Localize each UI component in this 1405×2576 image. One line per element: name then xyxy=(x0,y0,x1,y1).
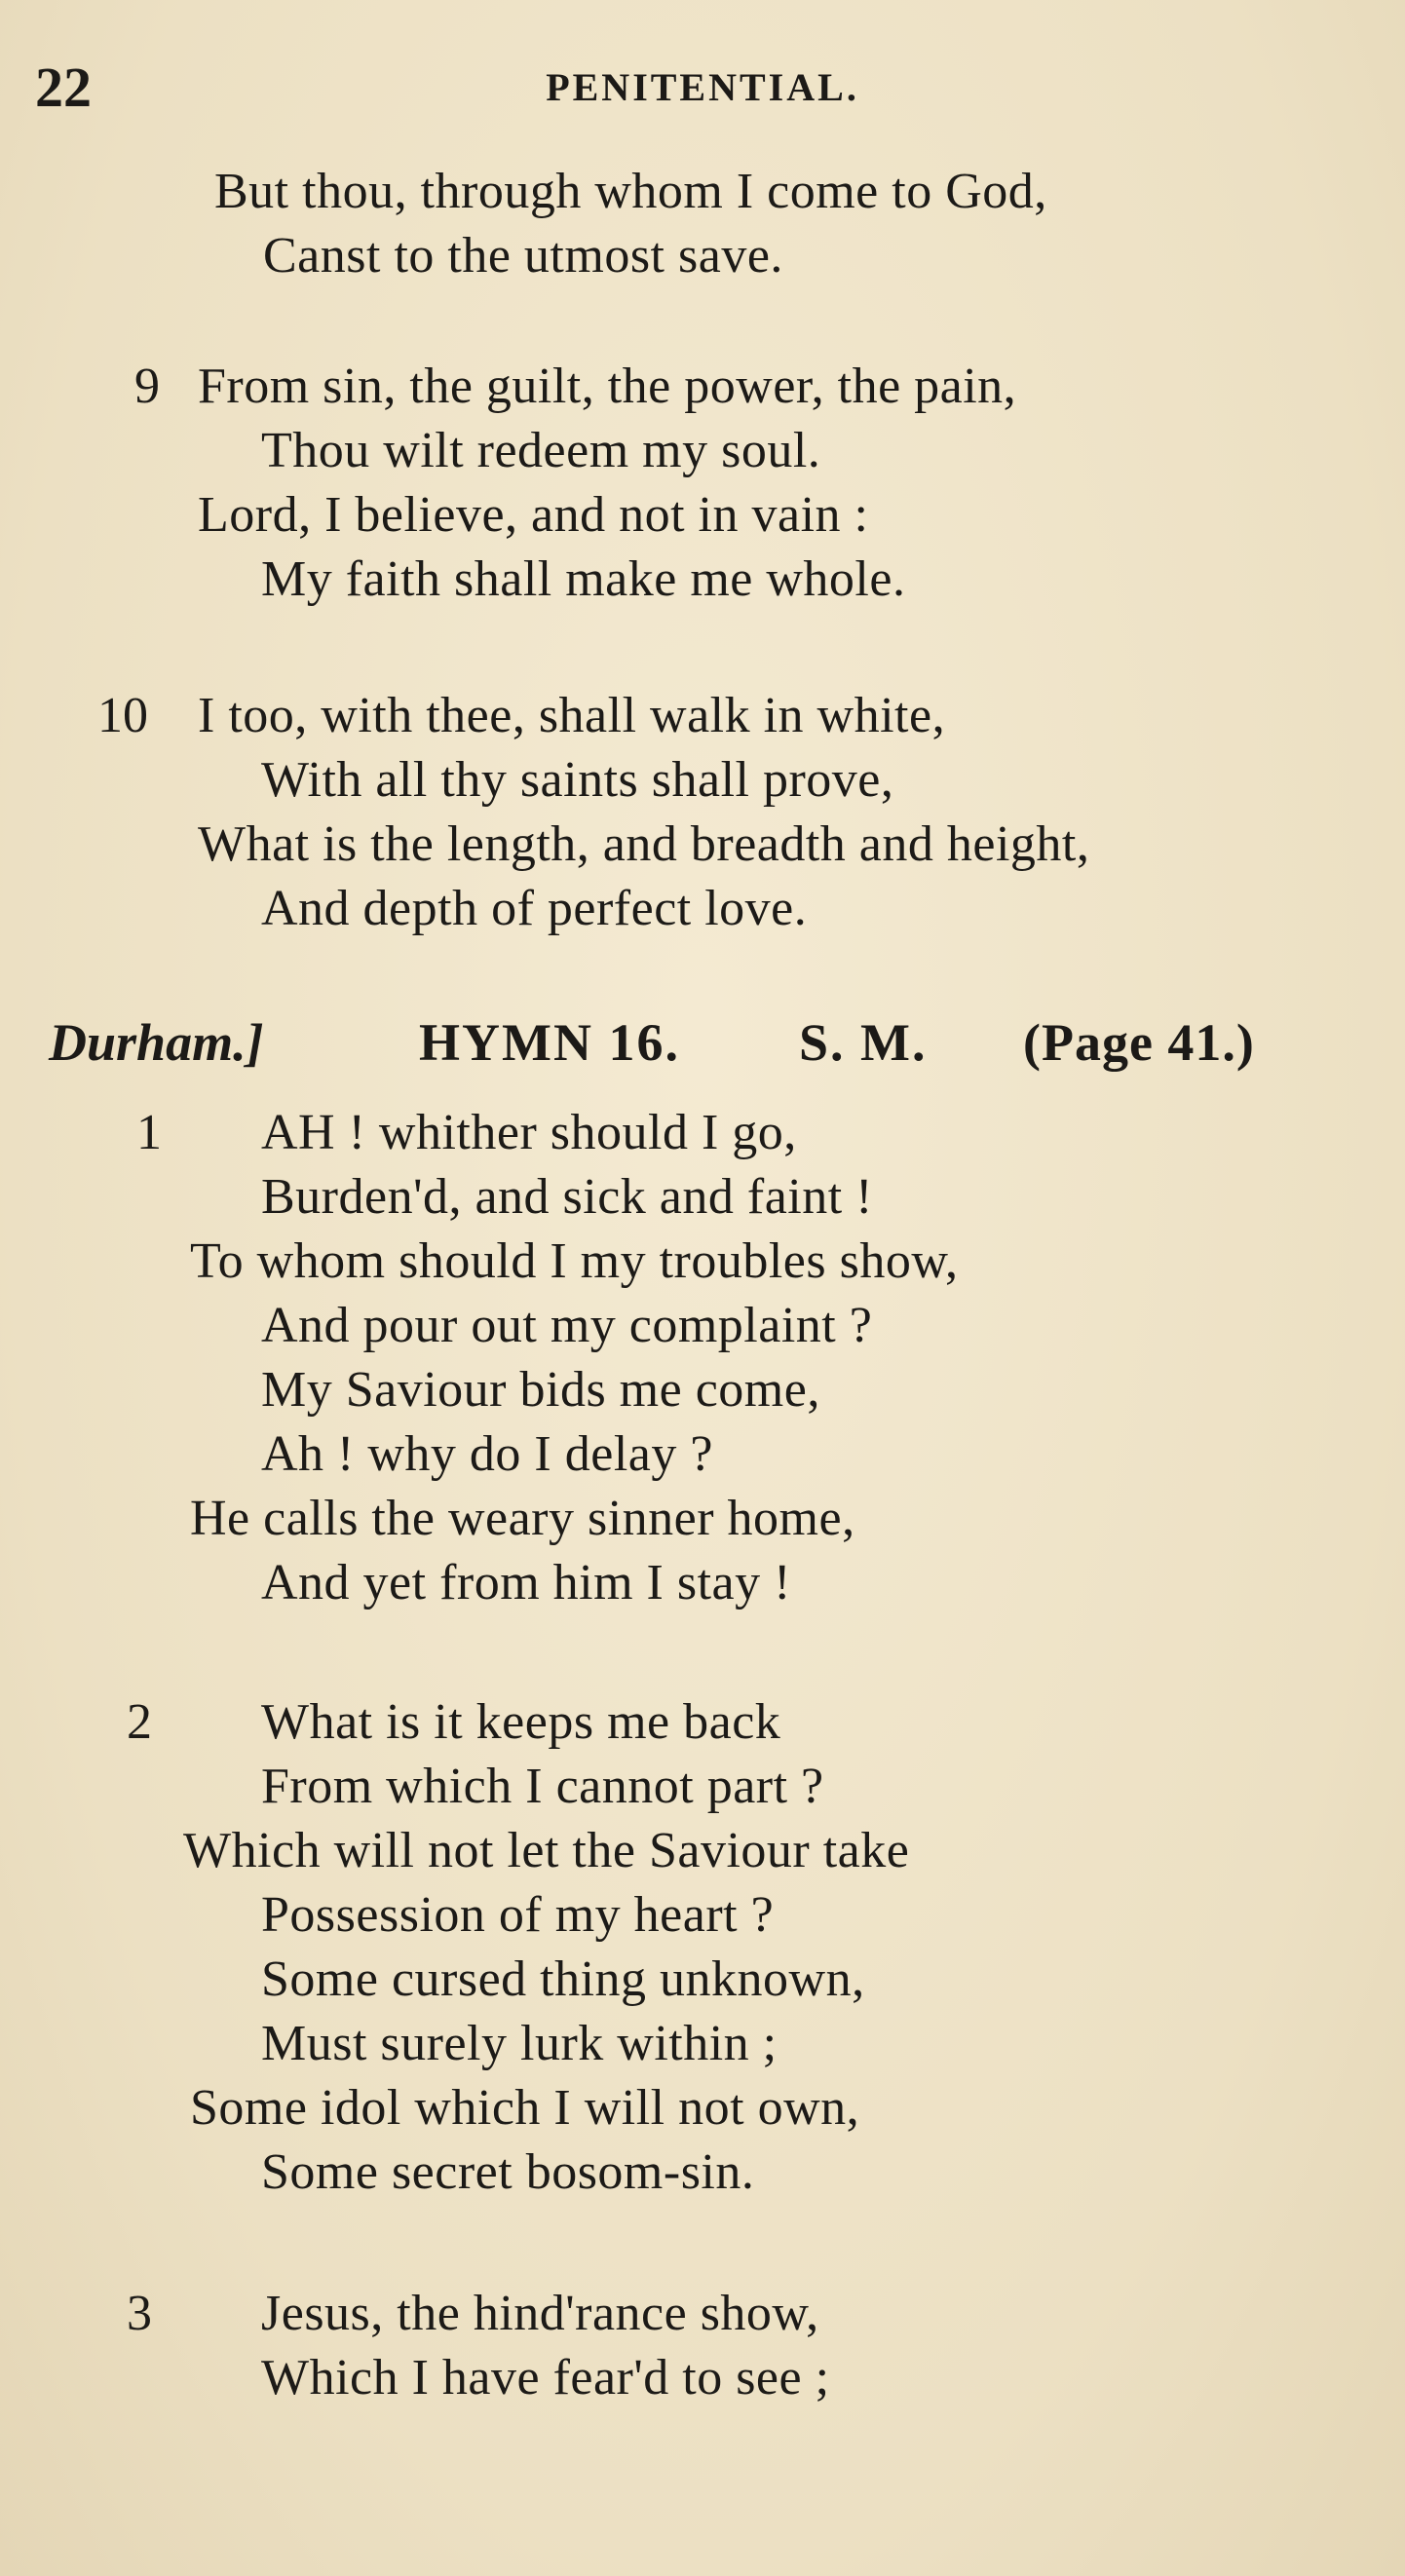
verse-line: With all thy saints shall prove, xyxy=(261,752,894,808)
stanza-line: From which I cannot part ? xyxy=(261,1759,824,1814)
tune-name: Durham.] xyxy=(49,1013,264,1072)
stanza-line: Burden'd, and sick and faint ! xyxy=(261,1169,873,1225)
stanza-line: Possession of my heart ? xyxy=(261,1887,775,1943)
running-title: PENITENTIAL. xyxy=(546,65,859,109)
verse-line: And depth of perfect love. xyxy=(261,881,808,936)
stanza-line: Must surely lurk within ; xyxy=(261,2016,778,2071)
stanza-line: Which will not let the Saviour take xyxy=(183,1823,910,1878)
verse-line: What is the length, and breadth and height, xyxy=(198,816,1090,872)
stanza-line: Some idol which I will not own, xyxy=(190,2080,860,2136)
hymn-heading xyxy=(49,1004,1354,1081)
stanza-line: To whom should I my troubles show, xyxy=(190,1233,959,1289)
verse-number: 10 xyxy=(97,688,148,743)
stanza-line: And yet from him I stay ! xyxy=(261,1555,791,1610)
stanza-number: 3 xyxy=(127,2286,152,2341)
stanza-line: He calls the weary sinner home, xyxy=(190,1491,855,1546)
verse-line: I too, with thee, shall walk in white, xyxy=(198,688,946,743)
verse-line: My faith shall make me whole. xyxy=(261,551,906,607)
stanza-line: My Saviour bids me come, xyxy=(261,1362,820,1418)
verse-number: 9 xyxy=(134,359,160,414)
stanza-number: 2 xyxy=(127,1694,152,1750)
stanza-line: Some secret bosom-sin. xyxy=(261,2144,755,2200)
stanza-line: AH ! whither should I go, xyxy=(261,1105,797,1160)
hymn-title: HYMN 16. xyxy=(419,1013,680,1072)
stanza-line: Jesus, the hind'rance show, xyxy=(261,2286,819,2341)
stanza-line: And pour out my complaint ? xyxy=(261,1298,873,1353)
verse-line: Lord, I believe, and not in vain : xyxy=(198,487,869,543)
stanza-number: 1 xyxy=(136,1105,162,1160)
stanza-line: Which I have fear'd to see ; xyxy=(261,2350,830,2406)
hymn-meter: S. M. xyxy=(799,1013,928,1072)
page-reference: (Page 41.) xyxy=(1023,1013,1255,1072)
stanza-line: What is it keeps me back xyxy=(261,1694,781,1750)
verse-line: Canst to the utmost save. xyxy=(263,228,783,284)
page-number: 22 xyxy=(35,56,92,119)
page-header xyxy=(35,49,1370,127)
verse-line: But thou, through whom I come to God, xyxy=(214,164,1047,219)
stanza-line: Some cursed thing unknown, xyxy=(261,1951,865,2007)
stanza-line: Ah ! why do I delay ? xyxy=(261,1426,713,1482)
verse-line: Thou wilt redeem my soul. xyxy=(261,423,821,478)
verse-line: From sin, the guilt, the power, the pain, xyxy=(198,359,1017,414)
